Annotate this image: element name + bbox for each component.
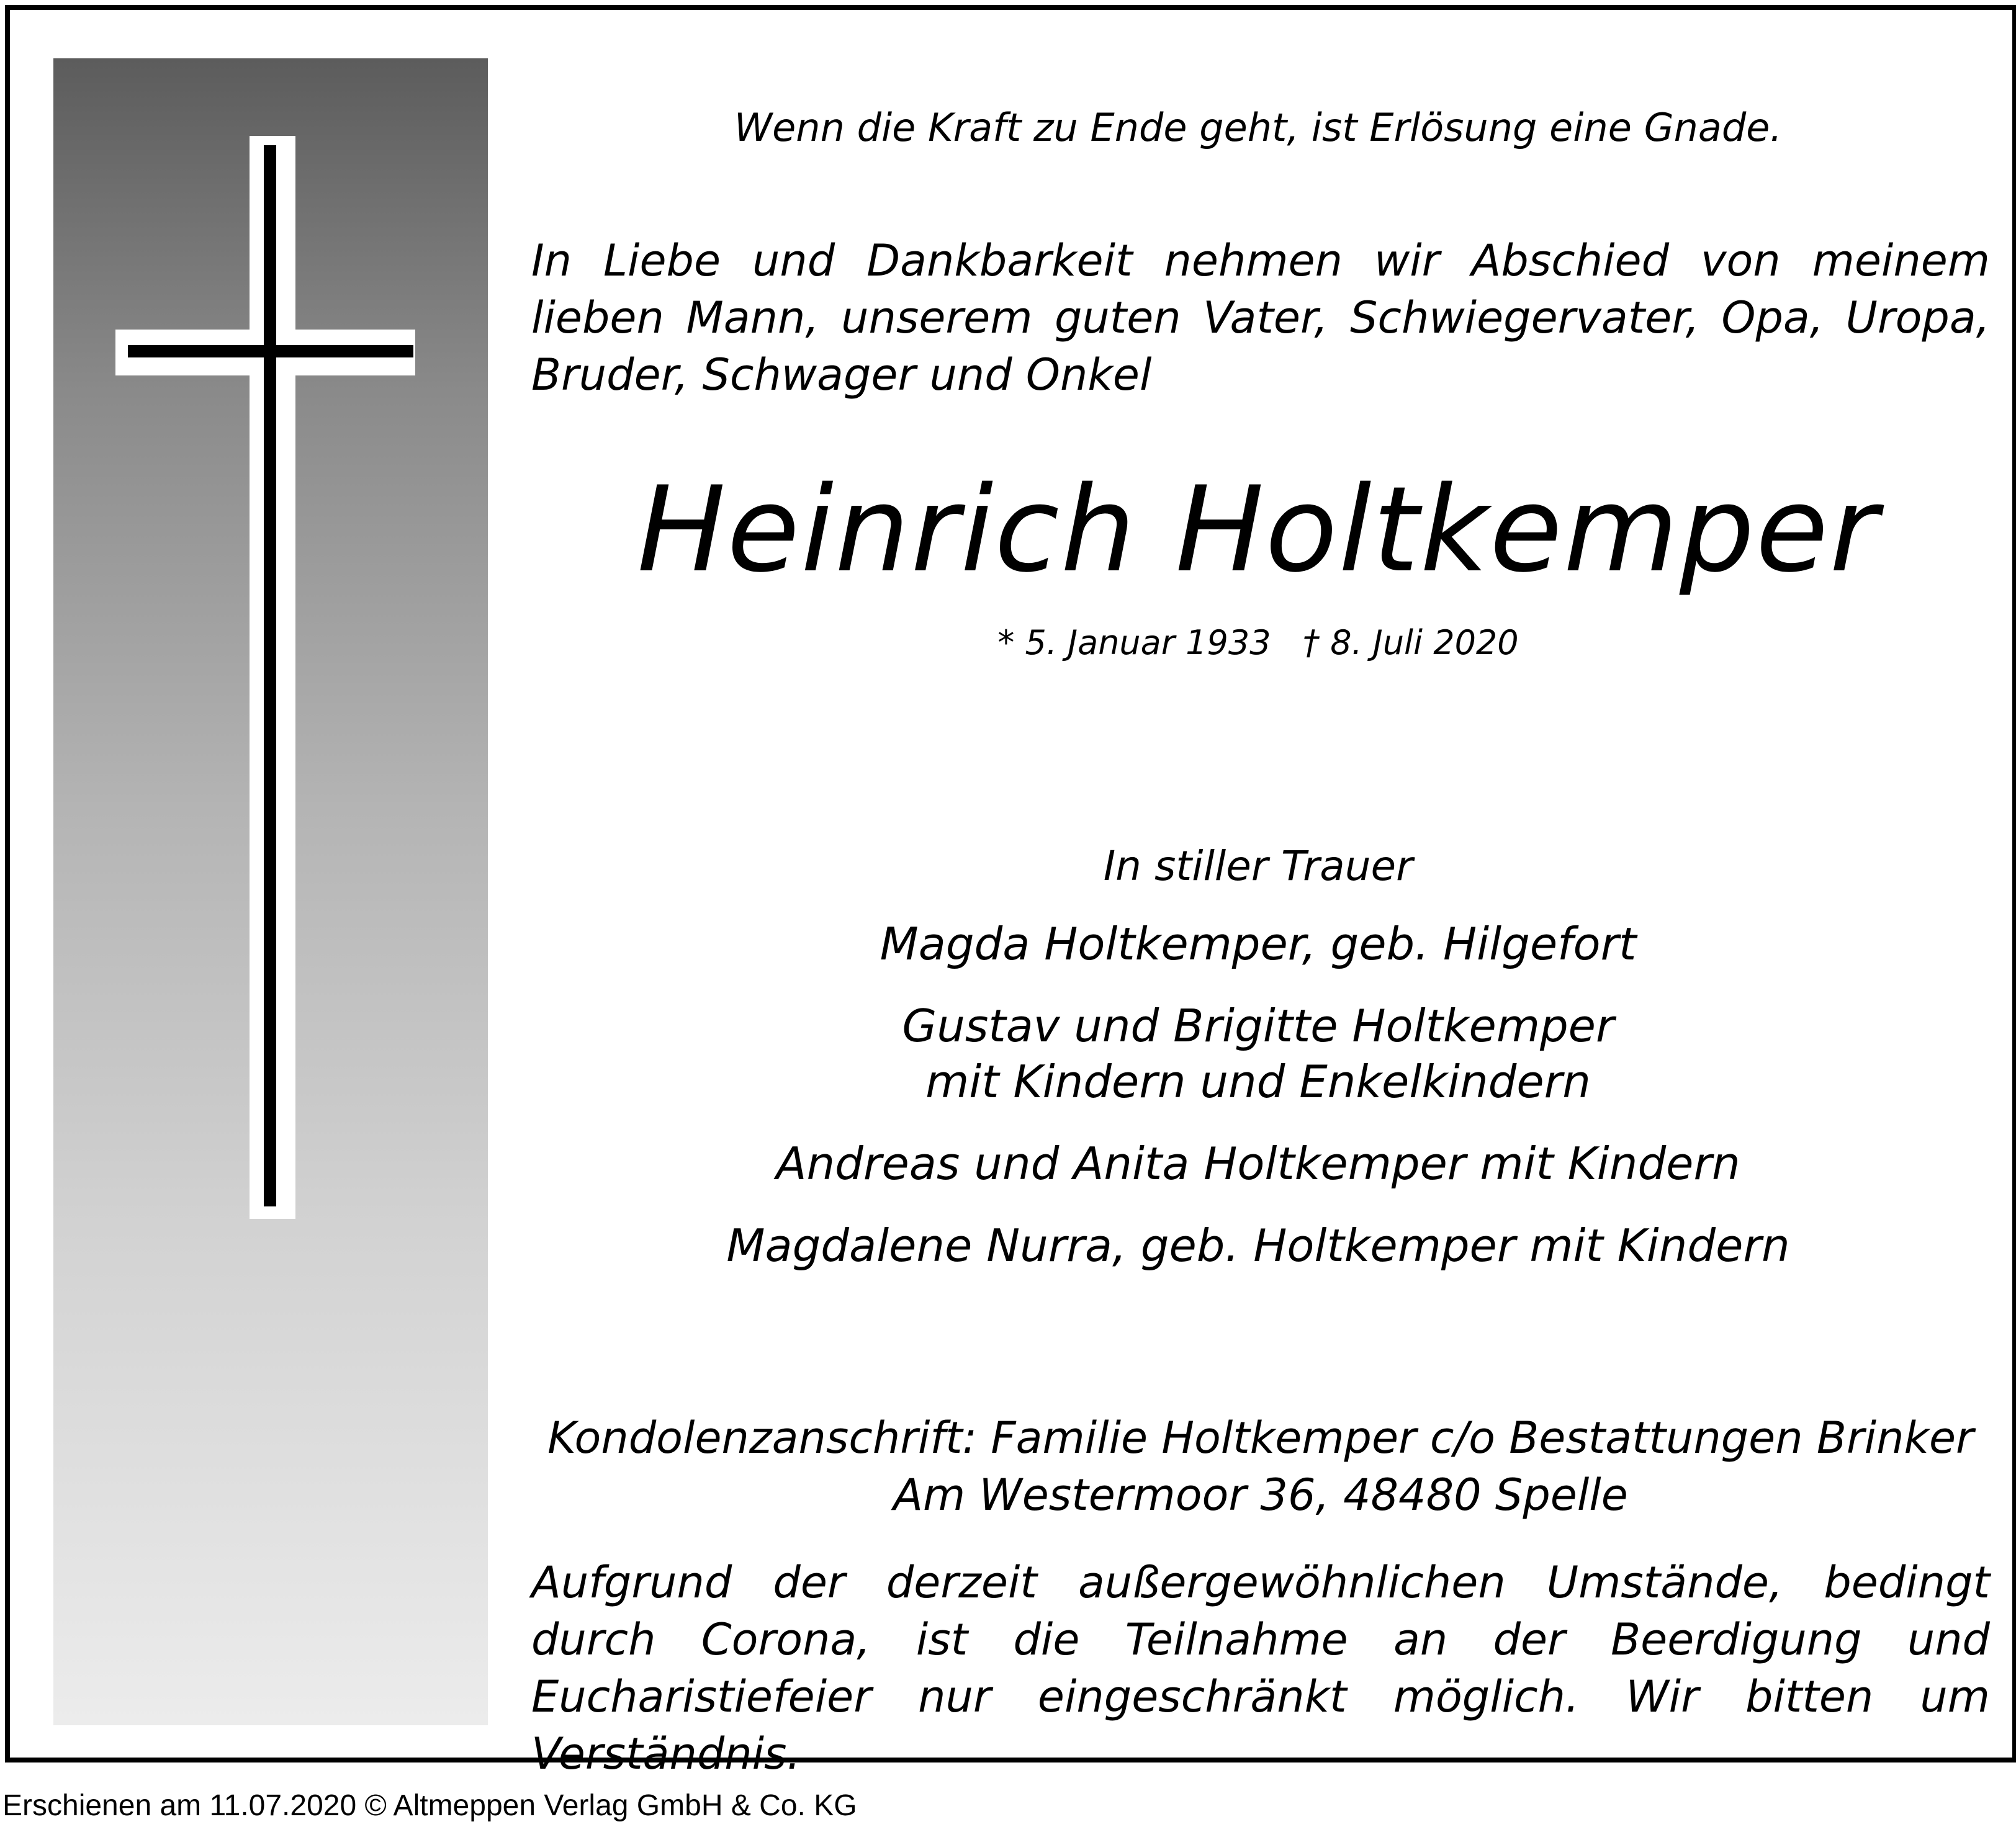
mourners-list	[525, 916, 1991, 1300]
deceased-name: Heinrich Holtkemper	[637, 461, 1879, 598]
notice-frame	[5, 5, 2016, 1779]
intro-text: In Liebe und Dankbarkeit nehmen wir Abschied von meinem lieben Mann, unserem guten Vater, Schwiegervater, Opa, Uropa, Bruder, Schwager und Onkel	[531, 235, 1990, 400]
mourning-line: In stiller Trauer	[1103, 842, 1413, 890]
condolence-line: Kondolenzanschrift: Familie Holtkemper c/o Bestattungen Brinker	[547, 1412, 1974, 1463]
mourner-entry: Gustav und Brigitte Holtkemper	[902, 1000, 1614, 1052]
gradient-side-panel	[53, 58, 488, 1725]
mourner-entry-sub: mit Kindern und Enkelkindern	[925, 1056, 1591, 1108]
cross-icon	[53, 58, 488, 1725]
condolence-line: Am Westermoor 36, 48480 Spelle	[893, 1470, 1628, 1520]
corona-notice: Aufgrund der derzeit außergewöhnlichen Umstände, bedingt durch Corona, ist die Teilnahme an der Beerdigung und Eucharistiefeier nur eingeschränkt möglich. Wir bitten um Verständnis.	[531, 1557, 1990, 1779]
life-dates: * 5. Januar 1933 † 8. Juli 2020	[997, 623, 1519, 662]
motto-text: Wenn die Kraft zu Ende geht, ist Erlösung eine Gnade.	[734, 105, 1783, 150]
publication-footer: Erschienen am 11.07.2020 © Altmeppen Verlag GmbH & Co. KG	[2, 1789, 857, 1822]
mourner-entry: Magda Holtkemper, geb. Hilgefort	[880, 918, 1637, 970]
condolence-address	[531, 1409, 1990, 1524]
mourner-entry: Andreas und Anita Holtkemper mit Kindern	[776, 1138, 1740, 1190]
mourner-entry: Magdalene Nurra, geb. Holtkemper mit Kindern	[726, 1219, 1790, 1272]
